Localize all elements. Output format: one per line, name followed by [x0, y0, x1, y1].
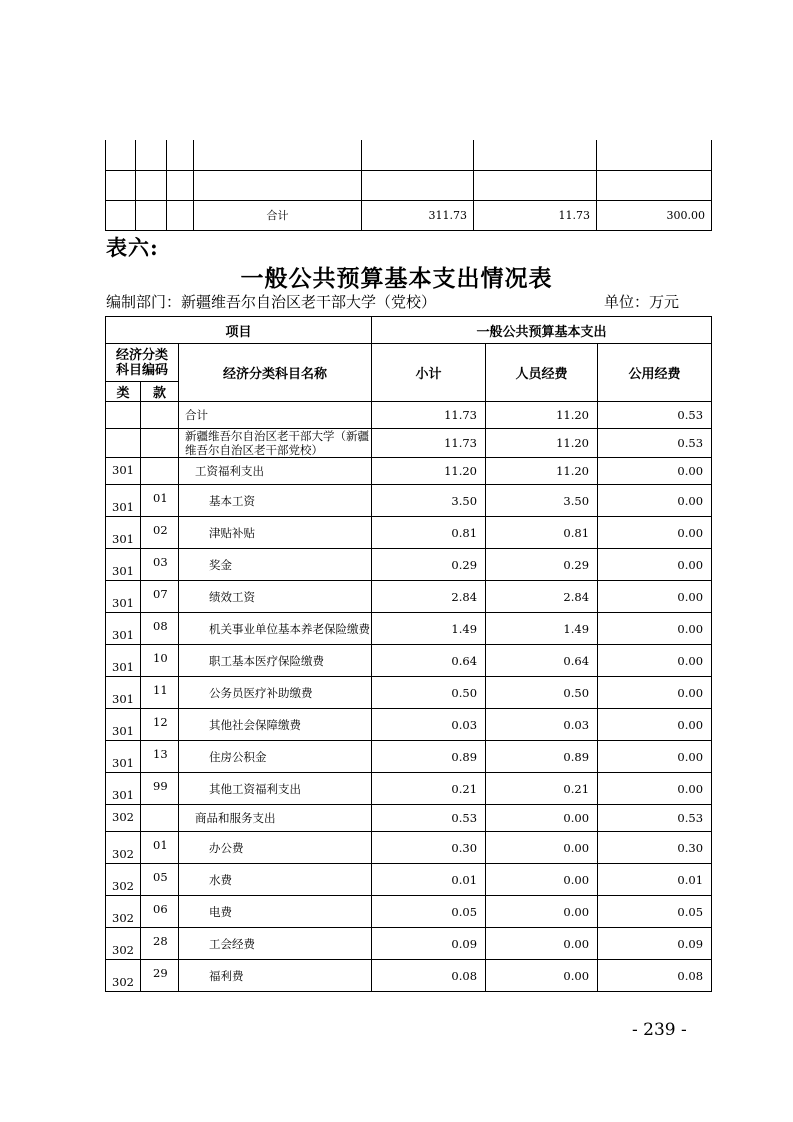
- header-public: 公用经费: [598, 344, 712, 402]
- cell-item-name: 其他工资福利支出: [179, 773, 372, 805]
- cell-public: 0.53: [598, 429, 712, 458]
- cell-item-name: 工资福利支出: [179, 458, 372, 485]
- cell-subtotal: 0.81: [372, 517, 486, 549]
- header-personnel: 人员经费: [486, 344, 598, 402]
- cell-personnel: 1.49: [486, 613, 598, 645]
- cell-subtotal: 2.84: [372, 581, 486, 613]
- cell-subtotal: 0.09: [372, 928, 486, 960]
- cell-item-name: 住房公积金: [179, 741, 372, 773]
- cell-lei: 302: [106, 960, 141, 992]
- cell-item-name: 绩效工资: [179, 581, 372, 613]
- cell-lei: [106, 402, 141, 429]
- table-row: [106, 402, 712, 429]
- top-cell-subtotal: [362, 140, 474, 170]
- page-title: 一般公共预算基本支出情况表: [240, 265, 553, 292]
- cell-lei: 301: [106, 645, 141, 677]
- cell-kuan: 29: [141, 960, 179, 992]
- cell-item-name: 新疆维吾尔自治区老干部大学（新疆维吾尔自治区老干部党校）: [179, 429, 372, 458]
- cell-kuan: 05: [141, 864, 179, 896]
- cell-personnel: 11.20: [486, 429, 598, 458]
- cell-personnel: 0.64: [486, 645, 598, 677]
- header-econ-name: 经济分类科目名称: [179, 344, 372, 402]
- cell-subtotal: 3.50: [372, 485, 486, 517]
- page-number: - 239 -: [632, 1020, 687, 1040]
- cell-kuan: [141, 429, 179, 458]
- header-econ-code: [106, 344, 179, 382]
- cell-item-name: 福利费: [179, 960, 372, 992]
- cell-public: 0.53: [598, 402, 712, 429]
- cell-kuan: 06: [141, 896, 179, 928]
- cell-public: 0.00: [598, 517, 712, 549]
- empty-cell: [136, 140, 167, 170]
- empty-cell: [167, 200, 194, 230]
- cell-item-name: 职工基本医疗保险缴费: [179, 645, 372, 677]
- cell-personnel: 0.89: [486, 741, 598, 773]
- cell-item-name: 商品和服务支出: [179, 805, 372, 832]
- cell-subtotal: 0.21: [372, 773, 486, 805]
- cell-item-name: 合计: [179, 402, 372, 429]
- cell-kuan: 13: [141, 741, 179, 773]
- cell-personnel: 0.00: [486, 832, 598, 864]
- header-econ-code-line1: 经济分类: [115, 347, 168, 363]
- cell-personnel: 0.81: [486, 517, 598, 549]
- cell-lei: 302: [106, 864, 141, 896]
- cell-item-name: 奖金: [179, 549, 372, 581]
- cell-item-name: 基本工资: [179, 485, 372, 517]
- cell-lei: 301: [106, 458, 141, 485]
- top-cell-subtotal: [362, 170, 474, 200]
- cell-item-name: 机关事业单位基本养老保险缴费: [179, 613, 372, 645]
- top-cell-personnel: [474, 140, 597, 170]
- cell-lei: [106, 429, 141, 458]
- empty-cell: [136, 200, 167, 230]
- cell-subtotal: 0.50: [372, 677, 486, 709]
- empty-cell: [167, 170, 194, 200]
- table-row: [106, 805, 712, 832]
- cell-subtotal: 0.29: [372, 549, 486, 581]
- cell-personnel: 0.00: [486, 864, 598, 896]
- table-row: [106, 429, 712, 458]
- header-budget-group: 一般公共预算基本支出: [372, 317, 712, 344]
- table-row: [106, 896, 712, 928]
- cell-personnel: 0.00: [486, 960, 598, 992]
- cell-lei: 302: [106, 805, 141, 832]
- cell-personnel: 0.00: [486, 896, 598, 928]
- cell-subtotal: 0.53: [372, 805, 486, 832]
- cell-item-name: 水费: [179, 864, 372, 896]
- cell-kuan: [141, 805, 179, 832]
- table-row: [106, 645, 712, 677]
- cell-public: 0.30: [598, 832, 712, 864]
- cell-public: 0.05: [598, 896, 712, 928]
- cell-personnel: 0.00: [486, 805, 598, 832]
- cell-item-name: 办公费: [179, 832, 372, 864]
- cell-subtotal: 0.30: [372, 832, 486, 864]
- cell-lei: 301: [106, 581, 141, 613]
- table-row: [106, 549, 712, 581]
- cell-lei: 302: [106, 832, 141, 864]
- cell-kuan: 01: [141, 485, 179, 517]
- table-row: [106, 928, 712, 960]
- empty-cell: [106, 200, 136, 230]
- cell-item-name: 公务员医疗补助缴费: [179, 677, 372, 709]
- cell-public: 0.00: [598, 549, 712, 581]
- table-row: [106, 170, 712, 200]
- table-row: [106, 832, 712, 864]
- empty-cell: [167, 140, 194, 170]
- table-row: [106, 677, 712, 709]
- cell-personnel: 2.84: [486, 581, 598, 613]
- cell-item-name: 工会经费: [179, 928, 372, 960]
- top-cell-name: [194, 140, 362, 170]
- cell-kuan: 99: [141, 773, 179, 805]
- cell-item-name: 电费: [179, 896, 372, 928]
- cell-public: 0.00: [598, 645, 712, 677]
- cell-kuan: 08: [141, 613, 179, 645]
- table-row: [106, 864, 712, 896]
- cell-kuan: 11: [141, 677, 179, 709]
- cell-public: 0.00: [598, 613, 712, 645]
- table-row: [106, 581, 712, 613]
- cell-item-name: 其他社会保障缴费: [179, 709, 372, 741]
- top-cell-subtotal: 311.73: [362, 200, 474, 230]
- empty-cell: [136, 170, 167, 200]
- cell-kuan: 28: [141, 928, 179, 960]
- cell-subtotal: 0.89: [372, 741, 486, 773]
- cell-subtotal: 11.73: [372, 402, 486, 429]
- top-cell-public: [597, 140, 712, 170]
- cell-subtotal: 11.73: [372, 429, 486, 458]
- cell-public: 0.00: [598, 773, 712, 805]
- previous-table-continuation: [105, 140, 712, 231]
- cell-kuan: 02: [141, 517, 179, 549]
- cell-public: 0.53: [598, 805, 712, 832]
- top-cell-personnel: [474, 170, 597, 200]
- cell-subtotal: 0.01: [372, 864, 486, 896]
- empty-cell: [106, 170, 136, 200]
- top-cell-name: 合计: [194, 200, 362, 230]
- cell-kuan: 01: [141, 832, 179, 864]
- cell-personnel: 3.50: [486, 485, 598, 517]
- cell-personnel: 11.20: [486, 458, 598, 485]
- top-cell-personnel: 11.73: [474, 200, 597, 230]
- cell-kuan: 03: [141, 549, 179, 581]
- header-subtotal: 小计: [372, 344, 486, 402]
- header-project: 项目: [106, 317, 372, 344]
- cell-lei: 301: [106, 741, 141, 773]
- cell-lei: 301: [106, 549, 141, 581]
- table-row: [106, 485, 712, 517]
- table-row: [106, 458, 712, 485]
- header-kuan: 款: [141, 382, 179, 402]
- cell-subtotal: 0.05: [372, 896, 486, 928]
- cell-kuan: 10: [141, 645, 179, 677]
- header-econ-code-line2: 科目编码: [115, 362, 168, 378]
- cell-subtotal: 0.03: [372, 709, 486, 741]
- cell-subtotal: 1.49: [372, 613, 486, 645]
- cell-subtotal: 0.08: [372, 960, 486, 992]
- cell-lei: 301: [106, 517, 141, 549]
- empty-cell: [106, 140, 136, 170]
- cell-public: 0.01: [598, 864, 712, 896]
- cell-kuan: [141, 458, 179, 485]
- cell-personnel: 0.21: [486, 773, 598, 805]
- unit-line: 单位：万元: [604, 293, 680, 311]
- cell-lei: 301: [106, 485, 141, 517]
- table-row: [106, 517, 712, 549]
- cell-public: 0.00: [598, 458, 712, 485]
- top-cell-name: [194, 170, 362, 200]
- cell-lei: 301: [106, 677, 141, 709]
- cell-lei: 302: [106, 896, 141, 928]
- cell-personnel: 0.00: [486, 928, 598, 960]
- cell-public: 0.00: [598, 581, 712, 613]
- header-lei: 类: [106, 382, 141, 402]
- cell-public: 0.00: [598, 741, 712, 773]
- cell-personnel: 0.50: [486, 677, 598, 709]
- table-row: [106, 200, 712, 230]
- table-row: [106, 140, 712, 170]
- cell-kuan: 12: [141, 709, 179, 741]
- table-row: [106, 741, 712, 773]
- cell-personnel: 0.03: [486, 709, 598, 741]
- cell-lei: 301: [106, 613, 141, 645]
- cell-lei: 302: [106, 928, 141, 960]
- top-cell-public: 300.00: [597, 200, 712, 230]
- cell-personnel: 11.20: [486, 402, 598, 429]
- cell-public: 0.09: [598, 928, 712, 960]
- cell-lei: 301: [106, 709, 141, 741]
- cell-kuan: 07: [141, 581, 179, 613]
- cell-item-name: 津贴补贴: [179, 517, 372, 549]
- cell-subtotal: 0.64: [372, 645, 486, 677]
- budget-expenditure-table: [105, 316, 712, 992]
- section-label: 表六:: [106, 235, 159, 260]
- cell-public: 0.00: [598, 677, 712, 709]
- cell-subtotal: 11.20: [372, 458, 486, 485]
- cell-personnel: 0.29: [486, 549, 598, 581]
- cell-public: 0.00: [598, 709, 712, 741]
- cell-lei: 301: [106, 773, 141, 805]
- cell-public: 0.08: [598, 960, 712, 992]
- table-row: [106, 773, 712, 805]
- cell-public: 0.00: [598, 485, 712, 517]
- table-row: [106, 960, 712, 992]
- department-line: 编制部门：新疆维吾尔自治区老干部大学（党校）: [106, 293, 437, 311]
- table-row: [106, 613, 712, 645]
- top-cell-public: [597, 170, 712, 200]
- table-row: [106, 709, 712, 741]
- cell-kuan: [141, 402, 179, 429]
